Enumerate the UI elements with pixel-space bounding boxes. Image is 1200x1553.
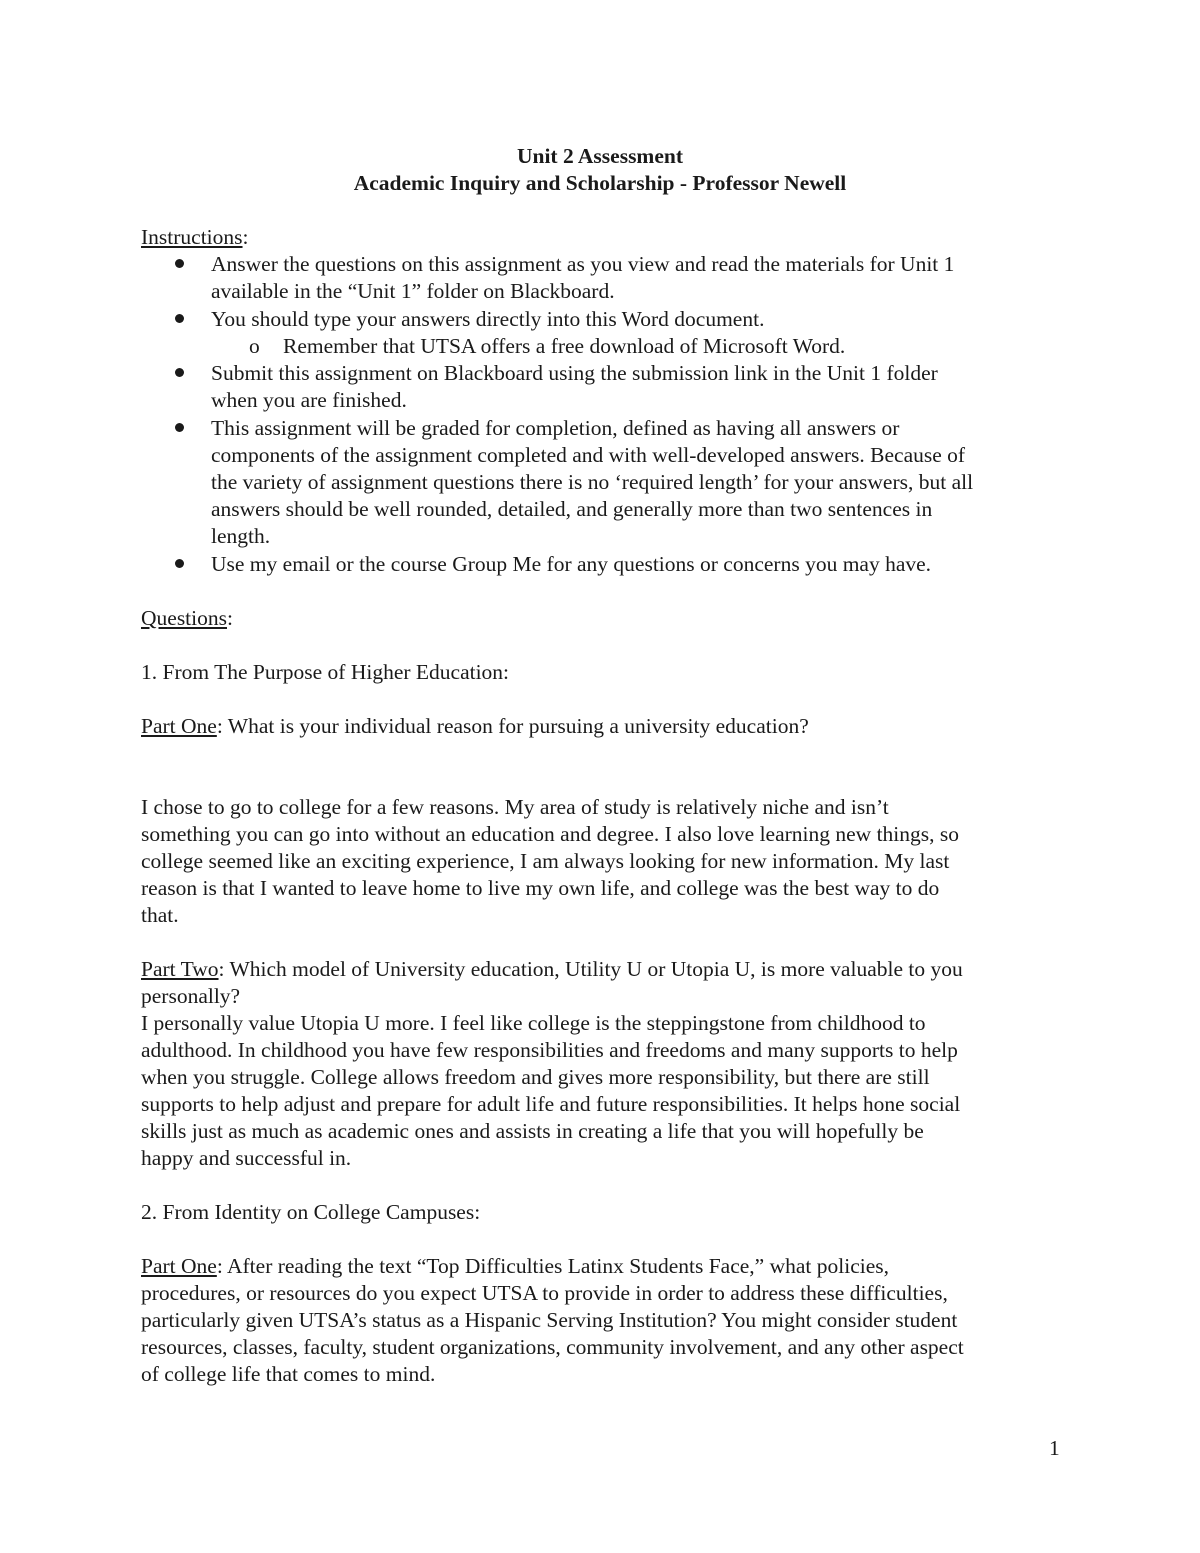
- instruction-line: when you are finished.: [211, 388, 407, 412]
- instructions-heading-label: Instructions: [141, 225, 243, 249]
- answer-line: when you struggle. College allows freedom and gives more responsibility, but there are still: [141, 1065, 930, 1089]
- bullet-icon: [175, 314, 184, 323]
- part-label: Part One: [141, 714, 217, 738]
- answer-line: happy and successful in.: [141, 1146, 352, 1170]
- instruction-line: available in the “Unit 1” folder on Blackboard.: [211, 279, 615, 303]
- question-title: 1. From The Purpose of Higher Education:: [141, 660, 510, 684]
- prompt-text: resources, classes, faculty, student organizations, community involvement, and any other aspect: [141, 1335, 964, 1359]
- instruction-line: answers should be well rounded, detailed, and generally more than two sentences in: [211, 497, 933, 521]
- part-label: Part Two: [141, 957, 219, 981]
- prompt-text: of college life that comes to mind.: [141, 1362, 436, 1386]
- part-label: Part One: [141, 1254, 217, 1278]
- instruction-line: You should type your answers directly into this Word document.: [211, 307, 765, 331]
- part-two-prompt: [141, 956, 963, 983]
- questions-heading-label: Questions: [141, 606, 227, 630]
- answer-line: supports to help adjust and prepare for adult life and future responsibilities. It helps hone social: [141, 1092, 961, 1116]
- prompt-text: personally?: [141, 984, 241, 1008]
- instruction-line: Submit this assignment on Blackboard using the submission link in the Unit 1 folder: [211, 361, 938, 385]
- answer-line: something you can go into without an education and degree. I also love learning new things, so: [141, 822, 960, 846]
- answer-line: I personally value Utopia U more. I feel like college is the steppingstone from childhood to: [141, 1011, 926, 1035]
- question-title: 2. From Identity on College Campuses:: [141, 1200, 481, 1224]
- answer-line: I chose to go to college for a few reasons. My area of study is relatively niche and isn’t: [141, 795, 889, 819]
- instruction-line: Use my email or the course Group Me for any questions or concerns you may have.: [211, 552, 932, 576]
- bullet-icon: [175, 368, 184, 377]
- instruction-line: the variety of assignment questions there is no ‘required length’ for your answers, but all: [211, 470, 974, 494]
- page-subtitle: Academic Inquiry and Scholarship - Professor Newell: [353, 171, 847, 195]
- page-number: 1: [1049, 1436, 1060, 1460]
- instructions-heading-colon: :: [242, 225, 249, 249]
- answer-line: reason is that I wanted to leave home to live my own life, and college was the best way to do: [141, 876, 940, 900]
- questions-heading: [141, 605, 233, 632]
- prompt-text: : After reading the text “Top Difficulties Latinx Students Face,” what policies,: [216, 1254, 890, 1278]
- page-title: Unit 2 Assessment: [516, 144, 684, 168]
- answer-line: college seemed like an exciting experience, I am always looking for new information. My last: [141, 849, 950, 873]
- bullet-icon: [175, 559, 184, 568]
- instruction-line: components of the assignment completed and with well-developed answers. Because of: [211, 443, 966, 467]
- part-one-prompt: [141, 1253, 889, 1280]
- answer-line: skills just as much as academic ones and assists in creating a life that you will hopefully be: [141, 1119, 924, 1143]
- instruction-line: length.: [211, 524, 271, 548]
- prompt-text: : What is your individual reason for pursuing a university education?: [216, 714, 809, 738]
- bullet-icon: [175, 259, 184, 268]
- instruction-line: This assignment will be graded for completion, defined as having all answers or: [211, 416, 900, 440]
- answer-line: that.: [141, 903, 179, 927]
- prompt-text: procedures, or resources do you expect UTSA to provide in order to address these difficulties,: [141, 1281, 948, 1305]
- instruction-line: Answer the questions on this assignment as you view and read the materials for Unit 1: [211, 252, 955, 276]
- prompt-text: : Which model of University education, Utility U or Utopia U, is more valuable to you: [218, 957, 963, 981]
- instruction-line: Remember that UTSA offers a free download of Microsoft Word.: [283, 334, 846, 358]
- prompt-text: particularly given UTSA’s status as a Hispanic Serving Institution? You might consider student: [141, 1308, 958, 1332]
- questions-heading-colon: :: [227, 606, 233, 630]
- instructions-heading: [141, 224, 249, 251]
- part-one-prompt: [141, 713, 809, 740]
- sub-bullet-icon: o: [249, 334, 260, 358]
- bullet-icon: [175, 423, 184, 432]
- answer-line: adulthood. In childhood you have few responsibilities and freedoms and many supports to help: [141, 1038, 958, 1062]
